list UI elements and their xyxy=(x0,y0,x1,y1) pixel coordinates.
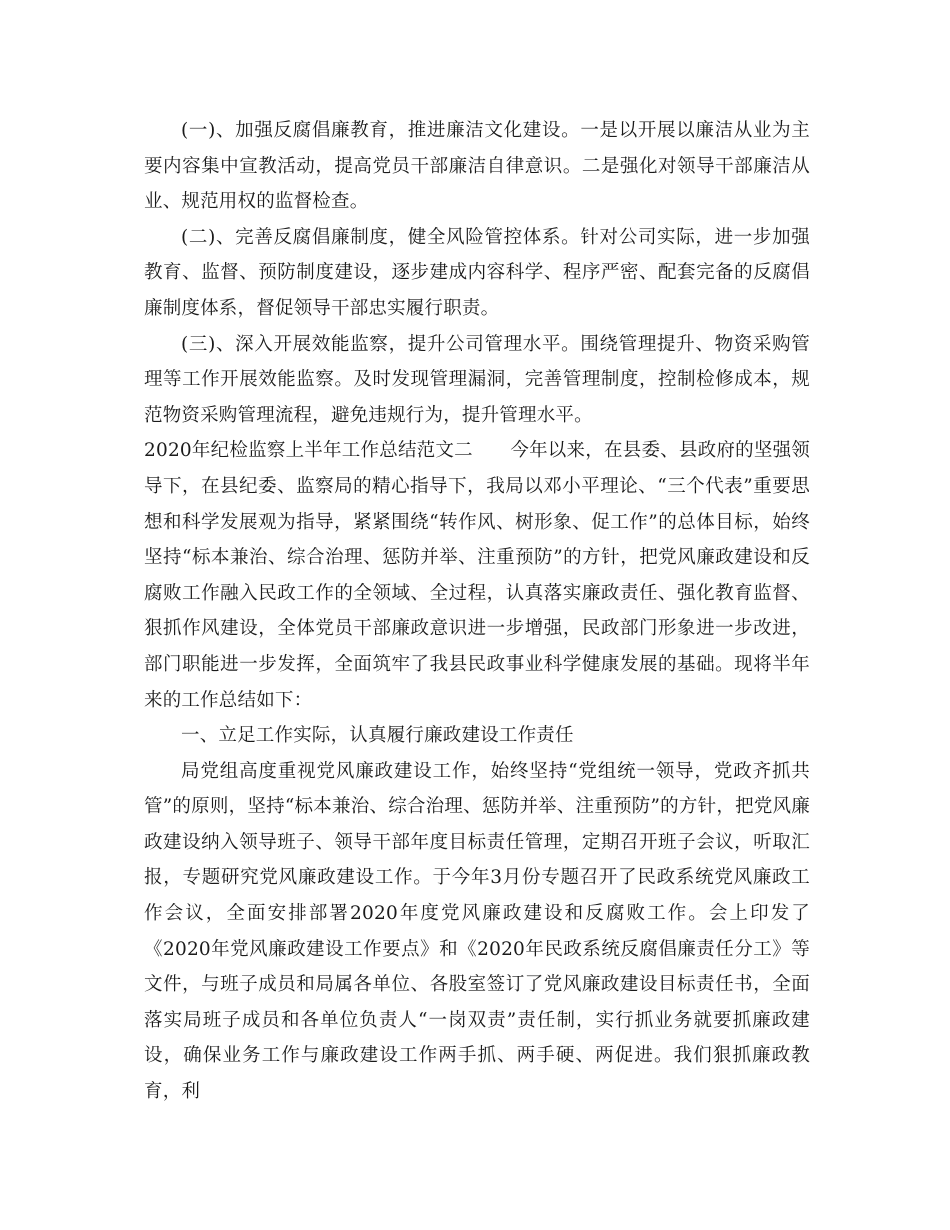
paragraph-section-2: (二)、完善反腐倡廉制度，健全风险管控体系。针对公司实际，进一步加强教育、监督、预防制度建设，逐步建成内容科学、程序严密、配套完备的反腐倡廉制度体系，督促领导干部忠实履行职责。 xyxy=(144,226,810,319)
paragraph-section-1: (一)、加强反腐倡廉教育，推进廉洁文化建设。一是以开展以廉洁从业为主要内容集中宣教活动，提高党员干部廉洁自律意识。二是强化对领导干部廉洁从业、规范用权的监督检查。 xyxy=(144,120,810,213)
paragraph-section-3: (三)、深入开展效能监察，提升公司管理水平。围绕管理提升、物资采购管理等工作开展效能监察。及时发现管理漏洞，完善管理制度，控制检修成本，规范物资采购管理流程，避免违规行为，提升管理水平。 xyxy=(144,333,810,426)
paragraph-subheading-1: 一、立足工作实际，认真履行廉政建设工作责任 xyxy=(181,725,574,747)
document-body xyxy=(144,113,810,1110)
paragraph-heading-sample-2: 2020年纪检监察上半年工作总结范文二 今年以来，在县委、县政府的坚强领导下，在县纪委、监察局的精心指导下，我局以邓小平理论、“三个代表”重要思想和科学发展观为指导，紧紧围绕“转作风、树形象、促工作”的总体目标，始终坚持“标本兼治、综合治理、惩防并举、注重预防”的方针，把党风廉政建设和反腐败工作融入民政工作的全领域、全过程，认真落实廉政责任、强化教育监督、狠抓作风建设，全体党员干部廉政意识进一步增强，民政部门形象进一步改进，部门职能进一步发挥，全面筑牢了我县民政事业科学健康发展的基础。现将半年来的工作总结如下： xyxy=(144,440,810,711)
paragraph-body: 局党组高度重视党风廉政建设工作，始终坚持“党组统一领导，党政齐抓共管”的原则，坚持“标本兼治、综合治理、惩防并举、注重预防”的方针，把党风廉政建设纳入领导班子、领导干部年度目标责任管理，定期召开班子会议，听取汇报，专题研究党风廉政建设工作。于今年3月份专题召开了民政系统党风廉政工作会议，全面安排部署2020年度党风廉政建设和反腐败工作。会上印发了《2020年党风廉政建设工作要点》和《2020年民政系统反腐倡廉责任分工》等文件，与班子成员和局属各单位、各股室签订了党风廉政建设目标责任书，全面落实局班子成员和各单位负责人“一岗双责”责任制，实行抓业务就要抓廉政建设，确保业务工作与廉政建设工作两手抓、两手硬、两促进。我们狠抓廉政教育，利 xyxy=(144,760,810,1103)
